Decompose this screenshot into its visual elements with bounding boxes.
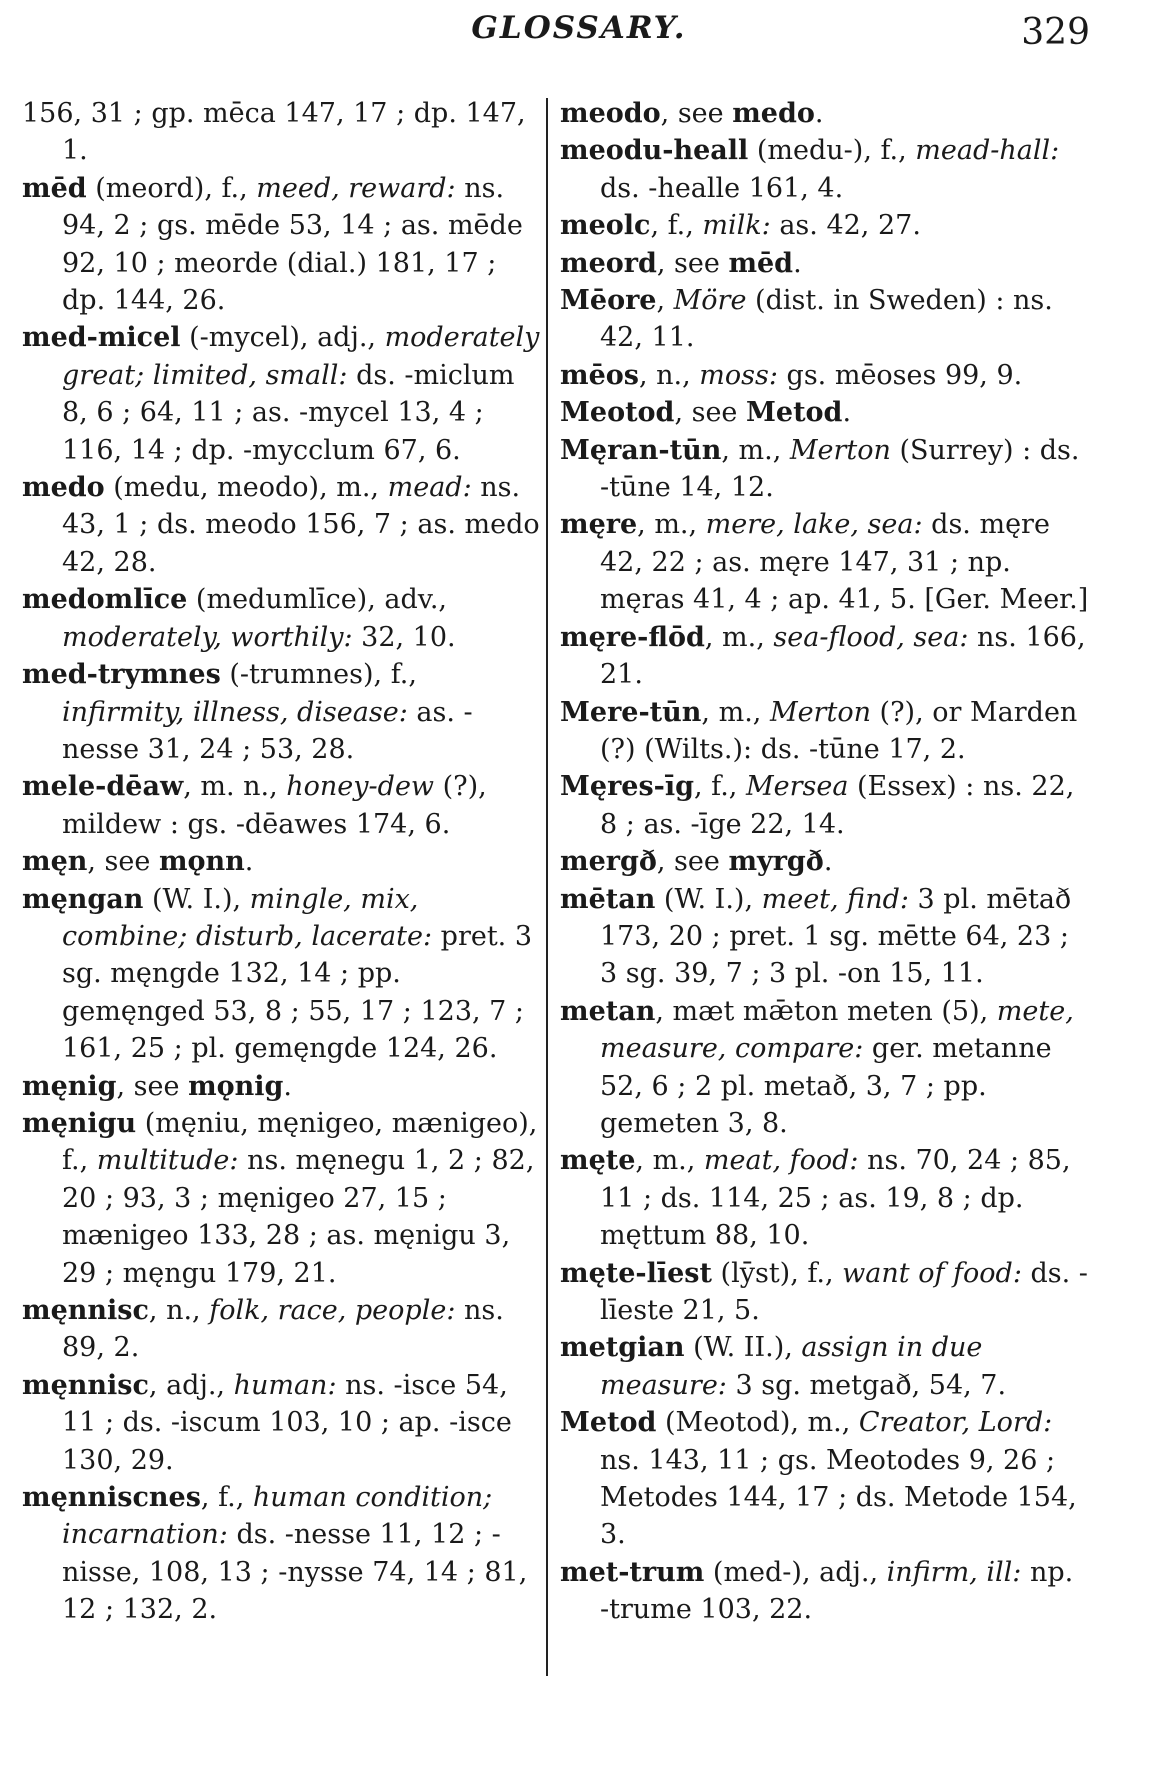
cross-reference: mǫnn xyxy=(158,846,245,878)
glossary-entry xyxy=(22,1292,542,1367)
running-title: GLOSSARY. xyxy=(471,10,687,46)
glossary-entry xyxy=(560,1404,1090,1554)
glossary-entry xyxy=(22,1105,542,1292)
entry-citations: ns. 43, 1 ; ds. meodo 156, 7 ; as. medo 42, 28. xyxy=(62,472,540,578)
glossary-entry xyxy=(560,1255,1090,1330)
entry-grammar: , f., xyxy=(200,1482,253,1514)
entry-gloss: sea-flood, sea: xyxy=(773,621,969,653)
entry-citations: (dist. in Sweden) : ns. 42, 11. xyxy=(600,285,1053,354)
entry-grammar: , adj., xyxy=(148,1369,234,1401)
entry-grammar: 156, 31 ; gp. mēca 147, 17 ; dp. 147, 1. xyxy=(22,98,526,167)
entry-grammar: , f., xyxy=(694,771,746,803)
headword: Mere-tūn xyxy=(560,696,702,728)
entry-citations: ds. -miclum 8, 6 ; 64, 11 ; as. -mycel 13, 4 ; 116, 14 ; dp. -mycclum 67, 6. xyxy=(62,359,515,466)
glossary-entry xyxy=(22,656,542,768)
glossary-entry xyxy=(22,95,542,170)
entry-gloss: human: xyxy=(233,1369,337,1401)
headword: męte-līest xyxy=(560,1257,712,1289)
entry-citations: . xyxy=(814,98,824,129)
entry-grammar: (medumlīce), adv., xyxy=(187,584,447,616)
glossary-entry xyxy=(560,694,1090,769)
headword: mēos xyxy=(560,359,639,391)
headword: medo xyxy=(22,472,105,504)
glossary-entry xyxy=(560,394,1090,431)
entry-citations: as. 42, 27. xyxy=(770,210,921,242)
entry-citations: ds. -līeste 21, 5. xyxy=(600,1257,1088,1326)
glossary-entry xyxy=(22,319,542,469)
entry-citations: ds. -healle 161, 4. xyxy=(600,172,844,204)
glossary-entry xyxy=(22,581,542,656)
entry-gloss: mere, lake, sea: xyxy=(705,509,923,541)
entry-citations: . xyxy=(283,1070,293,1102)
entry-gloss: moderately, worthily: xyxy=(62,621,353,653)
entry-gloss: mete, measure, compare: xyxy=(600,995,1074,1065)
entry-gloss: meat, food: xyxy=(703,1145,859,1177)
entry-citations: . xyxy=(823,846,833,878)
headword: męn xyxy=(22,846,88,878)
entry-citations: (?), mildew : gs. -dēawes 174, 6. xyxy=(62,771,487,840)
entry-grammar: (W. I.), xyxy=(143,883,250,915)
glossary-entry xyxy=(22,1068,542,1105)
glossary-entry xyxy=(560,207,1090,244)
glossary-entry xyxy=(22,1367,542,1479)
glossary-entry xyxy=(560,843,1090,880)
entry-grammar: (med-), adj., xyxy=(704,1556,887,1588)
entry-citations: ns. 143, 11 ; gs. Meotodes 9, 26 ; Metodes 144, 17 ; ds. Metode 154, 3. xyxy=(600,1444,1077,1551)
entry-grammar: (-trumnes), f., xyxy=(220,659,417,691)
entry-grammar: (medu-), f., xyxy=(748,135,916,167)
glossary-entry xyxy=(560,1329,1090,1404)
page-number: 329 xyxy=(1021,12,1090,53)
headword: med-micel xyxy=(22,322,181,354)
headword: Męran-tūn xyxy=(560,434,722,466)
entry-gloss: want of food: xyxy=(842,1257,1022,1289)
headword: męte xyxy=(560,1145,636,1177)
entry-citations: as. -nesse 31, 24 ; 53, 28. xyxy=(62,696,473,765)
headword: mele-dēaw xyxy=(22,771,184,803)
glossary-entry xyxy=(560,432,1090,507)
glossary-entry xyxy=(560,132,1090,207)
headword: meord xyxy=(560,247,657,279)
entry-citations: . xyxy=(244,846,254,878)
entry-citations: gs. mēoses 99, 9. xyxy=(777,359,1023,391)
cross-reference: mǫnig xyxy=(188,1070,284,1102)
entry-gloss: assign in due measure: xyxy=(600,1332,983,1401)
entry-grammar: , mæt mǣton meten (5), xyxy=(655,995,997,1027)
entry-citations: ds. -nesse 11, 12 ; -nisse, 108, 13 ; -nysse 74, 14 ; 81, 12 ; 132, 2. xyxy=(62,1519,528,1626)
entry-gloss: Creator, Lord: xyxy=(858,1407,1053,1439)
entry-grammar: (medu, meodo), m., xyxy=(104,472,388,504)
entry-citations: 3 sg. metgað, 54, 7. xyxy=(726,1369,1007,1401)
entry-citations: . xyxy=(793,247,802,279)
headword: męnnisc xyxy=(22,1369,149,1401)
entry-gloss: multitude: xyxy=(96,1145,239,1177)
glossary-entry xyxy=(560,881,1090,993)
entry-citations: ns. 89, 2. xyxy=(62,1295,504,1364)
entry-gloss: infirm, ill: xyxy=(886,1556,1022,1588)
cross-reference: medo xyxy=(732,98,815,129)
glossary-entry xyxy=(22,170,542,320)
page-header xyxy=(0,0,1158,60)
entry-gloss: Merton xyxy=(769,696,871,728)
glossary-column-right xyxy=(560,95,1090,1629)
cross-reference: myrgð xyxy=(728,846,824,878)
entry-grammar: (W. I.), xyxy=(655,883,762,915)
entry-citations: ns. 94, 2 ; gs. mēde 53, 14 ; as. mēde 92, 10 ; meorde (dial.) 181, 17 ; dp. 144, 26. xyxy=(62,172,523,317)
entry-gloss: moderately great; limited, small: xyxy=(62,322,540,391)
entry-grammar: , m., xyxy=(635,1145,704,1177)
glossary-entry xyxy=(560,768,1090,843)
headword: met-trum xyxy=(560,1556,705,1588)
entry-grammar: , see xyxy=(674,397,746,429)
entry-grammar: , see xyxy=(116,1070,189,1102)
headword: męngan xyxy=(22,883,144,915)
headword: męnig xyxy=(22,1070,117,1102)
glossary-entry xyxy=(22,768,542,843)
entry-citations: (?), or Marden (?) (Wilts.): ds. -tūne 17, 2. xyxy=(600,696,1078,765)
headword: meolc xyxy=(560,210,651,242)
headword: Męres-īg xyxy=(560,771,695,803)
entry-gloss: mingle, mix, combine; disturb, lacerate: xyxy=(62,883,433,952)
entry-gloss: human condition; incarnation: xyxy=(62,1482,493,1551)
entry-gloss: meed, reward: xyxy=(256,172,456,204)
entry-gloss: moss: xyxy=(699,359,778,391)
entry-grammar: , f., xyxy=(650,210,703,242)
glossary-entry xyxy=(560,95,1090,132)
glossary-entry xyxy=(22,843,542,880)
headword: męre xyxy=(560,509,638,541)
glossary-entry xyxy=(560,245,1090,282)
entry-gloss: Möre xyxy=(673,285,747,317)
headword: mēd xyxy=(22,172,87,204)
entry-grammar: , m., xyxy=(701,696,770,728)
glossary-entry xyxy=(22,881,542,1068)
entry-citations: . xyxy=(842,397,852,429)
headword: mergð xyxy=(560,846,657,878)
entry-grammar: (męniu, męnigeo, mænigeo), f., xyxy=(62,1107,538,1177)
glossary-entry xyxy=(560,1142,1090,1254)
entry-grammar: , see xyxy=(656,846,729,878)
headword: męnniscnes xyxy=(22,1482,201,1514)
headword: Mēore xyxy=(560,285,657,317)
entry-grammar: , see xyxy=(660,98,733,129)
entry-grammar: , m. n., xyxy=(183,771,287,803)
entry-grammar: (-mycel), adj., xyxy=(180,322,385,354)
entry-grammar: , see xyxy=(87,846,159,878)
entry-grammar: (Meotod), m., xyxy=(656,1407,859,1439)
entry-citations: ger. metanne 52, 6 ; 2 pl. metað, 3, 7 ; pp. gemeten 3, 8. xyxy=(600,1033,1052,1139)
entry-citations: 3 pl. mētað 173, 20 ; pret. 1 sg. mētte 64, 23 ; 3 sg. 39, 7 ; 3 pl. -on 15, 11. xyxy=(600,883,1072,990)
entry-grammar: (lȳst), f., xyxy=(711,1257,843,1289)
entry-citations: ns. 166, 21. xyxy=(600,621,1086,691)
glossary-column-left xyxy=(22,95,542,1629)
glossary-entry xyxy=(560,282,1090,357)
entry-grammar: , n., xyxy=(638,359,700,391)
entry-citations: (Essex) : ns. 22, 8 ; as. -īge 22, 14. xyxy=(600,771,1075,840)
entry-citations: ns. 70, 24 ; 85, 11 ; ds. 114, 25 ; as. 19, 8 ; dp. męttum 88, 10. xyxy=(600,1145,1071,1252)
glossary-entry xyxy=(22,469,542,581)
entry-gloss: mead: xyxy=(387,472,472,504)
headword: metgian xyxy=(560,1332,685,1364)
headword: Meotod xyxy=(560,397,675,429)
glossary-entry xyxy=(22,1479,542,1629)
entry-grammar: , m., xyxy=(637,509,706,541)
headword: męre-flōd xyxy=(560,621,705,653)
entry-grammar: , xyxy=(656,285,674,317)
entry-citations: np. -trume 103, 22. xyxy=(600,1556,1074,1626)
entry-grammar: (meord), f., xyxy=(86,172,257,204)
entry-citations: pret. 3 sg. męngde 132, 14 ; pp. gemęnged 53, 8 ; 55, 17 ; 123, 7 ; 161, 25 ; pl. gemęngde 124, 26. xyxy=(62,920,533,1065)
cross-reference: mēd xyxy=(728,247,794,279)
glossary-entry xyxy=(560,357,1090,394)
entry-citations: 32, 10. xyxy=(352,621,456,653)
headword: med-trymnes xyxy=(22,659,221,691)
headword: meodu-heall xyxy=(560,135,749,167)
glossary-entry xyxy=(560,619,1090,694)
entry-grammar: , see xyxy=(656,247,729,279)
entry-gloss: infirmity, illness, disease: xyxy=(62,696,408,728)
headword: męnigu xyxy=(22,1107,137,1139)
headword: męnnisc xyxy=(22,1295,149,1326)
cross-reference: Metod xyxy=(746,397,843,429)
entry-gloss: mead-hall: xyxy=(915,135,1060,167)
column-divider xyxy=(546,98,548,1676)
entry-grammar: , m., xyxy=(704,621,774,653)
headword: meodo xyxy=(560,98,661,129)
entry-citations: ns. męnegu 1, 2 ; 82, 20 ; 93, 3 ; męnigeo 27, 15 ; mænigeo 133, 28 ; as. męnigu 3, 29 ; męngu 179, 21. xyxy=(62,1145,535,1289)
entry-gloss: honey-dew xyxy=(286,771,435,803)
entry-gloss: folk, race, people: xyxy=(209,1295,456,1326)
entry-grammar: , n., xyxy=(148,1295,210,1326)
headword: mētan xyxy=(560,883,656,915)
entry-citations: ns. -isce 54, 11 ; ds. -iscum 103, 10 ; ap. -isce 130, 29. xyxy=(62,1369,512,1476)
glossary-entry xyxy=(560,1554,1090,1629)
entry-grammar: , m., xyxy=(721,434,790,466)
entry-gloss: Mersea xyxy=(745,771,849,803)
entry-gloss: milk: xyxy=(702,210,771,242)
entry-grammar: (W. II.), xyxy=(684,1332,802,1364)
entry-gloss: Merton xyxy=(789,434,891,466)
entry-citations: (Surrey) : ds. -tūne 14, 12. xyxy=(600,434,1080,504)
entry-citations: ds. męre 42, 22 ; as. męre 147, 31 ; np. męras 41, 4 ; ap. 41, 5. [Ger. Meer.] xyxy=(600,509,1089,616)
glossary-entry xyxy=(560,993,1090,1143)
headword: medomlīce xyxy=(22,584,188,616)
glossary-entry xyxy=(560,506,1090,618)
entry-gloss: meet, find: xyxy=(761,883,909,915)
headword: metan xyxy=(560,995,656,1027)
headword: Metod xyxy=(560,1407,657,1439)
